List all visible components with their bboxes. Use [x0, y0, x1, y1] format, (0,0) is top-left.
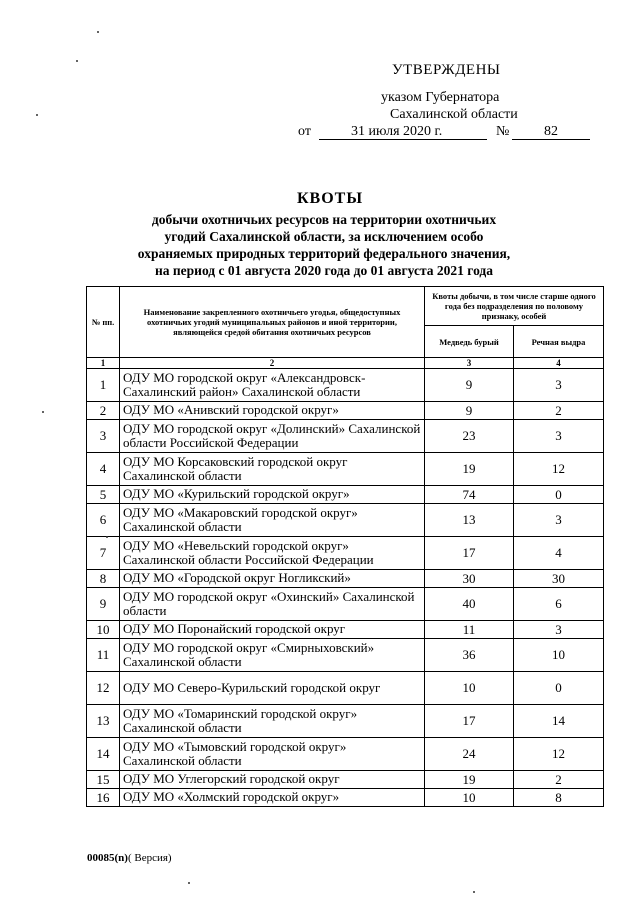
table-row [87, 420, 604, 453]
row-number: 9 [87, 588, 120, 621]
table-row [87, 486, 604, 504]
row-number: 11 [87, 639, 120, 672]
table-row [87, 672, 604, 705]
territory-name: ОДУ МО городской округ «Смирныховский» Сахалинской области [120, 639, 425, 672]
column-number: 4 [514, 358, 604, 369]
subtitle-line: охраняемых природных территорий федерального значения, [137, 246, 511, 261]
header-quota: Квоты добычи, в том числе старше одного года без подразделения по половому признаку, особей [425, 287, 604, 326]
otter-quota: 3 [514, 504, 604, 537]
territory-name: ОДУ МО «Тымовский городской округ» Сахалинской области [120, 738, 425, 771]
footer-code: 00085(n) [87, 852, 128, 864]
bear-quota: 10 [425, 672, 514, 705]
territory-name: ОДУ МО Поронайский городской округ [120, 621, 425, 639]
bear-quota: 9 [425, 402, 514, 420]
subtitle-line: на период с 01 августа 2020 года до 01 августа 2021 года [154, 263, 494, 278]
column-number: 2 [120, 358, 425, 369]
bear-quota: 19 [425, 453, 514, 486]
otter-quota: 10 [514, 639, 604, 672]
row-number: 7 [87, 537, 120, 570]
territory-name: ОДУ МО «Холмский городской округ» [120, 789, 425, 807]
row-number: 14 [87, 738, 120, 771]
table-row [87, 402, 604, 420]
territory-name: ОДУ МО городской округ «Александровск-Сахалинский район» Сахалинской области [120, 369, 425, 402]
otter-quota: 2 [514, 402, 604, 420]
table-row [87, 570, 604, 588]
otter-quota: 12 [514, 738, 604, 771]
row-number: 10 [87, 621, 120, 639]
row-number: 8 [87, 570, 120, 588]
territory-name: ОДУ МО Корсаковский городской округ Сахалинской области [120, 453, 425, 486]
bear-quota: 24 [425, 738, 514, 771]
scan-speck [97, 31, 99, 33]
approval-line-decree: указом Губернатора [381, 90, 500, 105]
approval-date: 31 июля 2020 г. [351, 124, 443, 139]
otter-quota: 30 [514, 570, 604, 588]
column-number: 1 [87, 358, 120, 369]
document-subtitle [4, 211, 640, 279]
otter-quota: 8 [514, 789, 604, 807]
header-name: Наименование закрепленного охотничьего угодья, общедоступных охотничьих угодий муниципальных районов и иной территории, являющейся средой обитания охотничьих ресурсов [120, 287, 425, 358]
territory-name: ОДУ МО «Невельский городской округ» Сахалинской области Российской Федерации [120, 537, 425, 570]
table-row [87, 789, 604, 807]
territory-name: ОДУ МО «Макаровский городской округ» Сахалинской области [120, 504, 425, 537]
approval-number: 82 [544, 124, 558, 139]
row-number: 5 [87, 486, 120, 504]
otter-quota: 12 [514, 453, 604, 486]
row-number: 6 [87, 504, 120, 537]
row-number: 1 [87, 369, 120, 402]
scan-speck [106, 536, 108, 538]
approval-title: УТВЕРЖДЕНЫ [392, 62, 501, 78]
territory-name: ОДУ МО городской округ «Долинский» Сахалинской области Российской Федерации [120, 420, 425, 453]
table-row [87, 705, 604, 738]
territory-name: ОДУ МО «Курильский городской округ» [120, 486, 425, 504]
otter-quota: 3 [514, 369, 604, 402]
scan-speck [36, 114, 38, 116]
row-number: 16 [87, 789, 120, 807]
otter-quota: 3 [514, 420, 604, 453]
row-number: 4 [87, 453, 120, 486]
table-row [87, 738, 604, 771]
footer [87, 852, 172, 864]
table-row [87, 588, 604, 621]
bear-quota: 23 [425, 420, 514, 453]
row-number: 12 [87, 672, 120, 705]
header-bear: Медведь бурый [425, 326, 514, 358]
bear-quota: 9 [425, 369, 514, 402]
otter-quota: 0 [514, 486, 604, 504]
bear-quota: 40 [425, 588, 514, 621]
territory-name: ОДУ МО городской округ «Охинский» Сахалинской области [120, 588, 425, 621]
otter-quota: 3 [514, 621, 604, 639]
approval-line-region: Сахалинской области [390, 107, 518, 122]
row-number: 2 [87, 402, 120, 420]
bear-quota: 17 [425, 705, 514, 738]
territory-name: ОДУ МО Северо-Курильский городской округ [120, 672, 425, 705]
otter-quota: 6 [514, 588, 604, 621]
row-number: 3 [87, 420, 120, 453]
scan-speck [76, 60, 78, 62]
otter-quota: 14 [514, 705, 604, 738]
bear-quota: 74 [425, 486, 514, 504]
bear-quota: 13 [425, 504, 514, 537]
footer-version: ( Версия) [127, 852, 172, 864]
document-title: КВОТЫ [296, 190, 364, 207]
bear-quota: 17 [425, 537, 514, 570]
bear-quota: 19 [425, 771, 514, 789]
row-number: 13 [87, 705, 120, 738]
table-row [87, 639, 604, 672]
from-label: от [298, 124, 311, 139]
header-number: № пп. [87, 287, 120, 358]
number-label: № [496, 124, 510, 139]
quota-table [86, 286, 604, 807]
territory-name: ОДУ МО Углегорский городской округ [120, 771, 425, 789]
column-number: 3 [425, 358, 514, 369]
header-otter: Речная выдра [514, 326, 604, 358]
bear-quota: 36 [425, 639, 514, 672]
scan-speck [473, 891, 475, 893]
otter-quota: 4 [514, 537, 604, 570]
bear-quota: 30 [425, 570, 514, 588]
table-row [87, 453, 604, 486]
otter-quota: 2 [514, 771, 604, 789]
scan-speck [188, 882, 190, 884]
otter-quota: 0 [514, 672, 604, 705]
territory-name: ОДУ МО «Анивский городской округ» [120, 402, 425, 420]
territory-name: ОДУ МО «Городской округ Ногликский» [120, 570, 425, 588]
table-row [87, 504, 604, 537]
subtitle-line: добычи охотничьих ресурсов на территории охотничьих [151, 212, 497, 227]
bear-quota: 10 [425, 789, 514, 807]
table-row [87, 621, 604, 639]
table-row [87, 771, 604, 789]
bear-quota: 11 [425, 621, 514, 639]
subtitle-line: угодий Сахалинской области, за исключением особо [164, 229, 484, 244]
quota-table-body [87, 369, 604, 807]
table-row [87, 369, 604, 402]
territory-name: ОДУ МО «Томаринский городской округ» Сахалинской области [120, 705, 425, 738]
scan-speck [42, 411, 44, 413]
table-row [87, 537, 604, 570]
row-number: 15 [87, 771, 120, 789]
